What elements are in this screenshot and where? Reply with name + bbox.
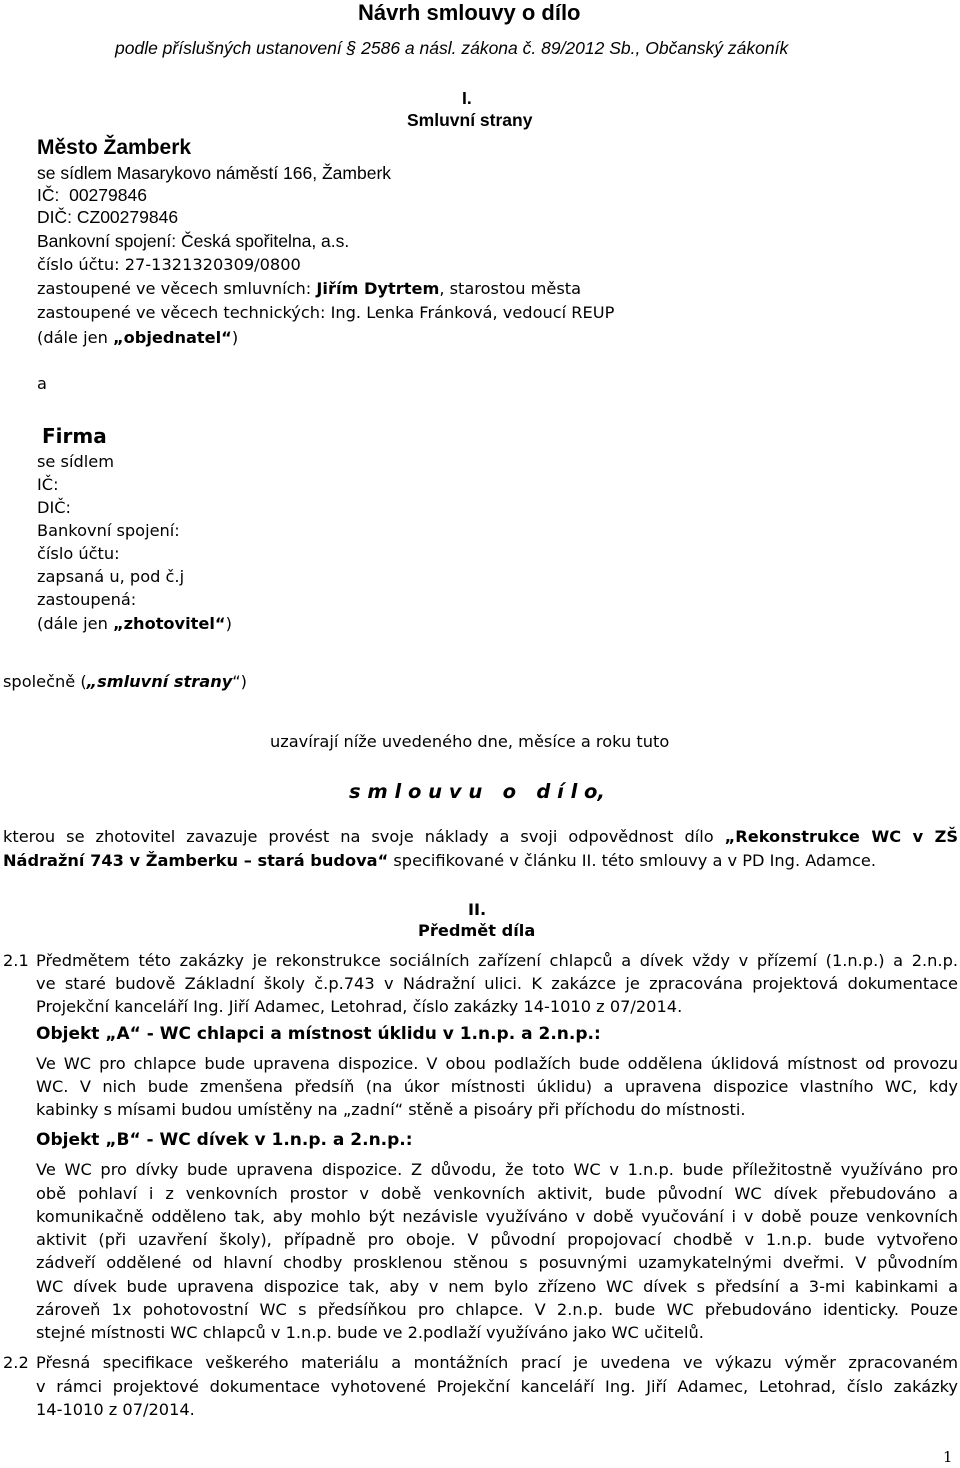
contract-heading: s m l o u v u o d í l o, <box>349 780 605 803</box>
object-b-line-1: Ve WC pro dívky bude upravena dispozice. Z důvodu, že toto WC v 1.n.p. bude příležitostně využíváno pro <box>36 1160 958 1179</box>
object-b-title: Objekt „B“ - WC dívek v 1.n.p. a 2.n.p.: <box>36 1130 413 1150</box>
orderer-ico: IČ: 00279846 <box>37 185 147 205</box>
contractor-role: (dále jen „zhotovitel“) <box>37 614 232 633</box>
orderer-dic: DIČ: CZ00279846 <box>37 207 179 227</box>
document-subtitle: podle příslušných ustanovení § 2586 a násl. zákona č. 89/2012 Sb., Občanský zákoník <box>115 38 789 58</box>
contractor-account: číslo účtu: <box>37 544 120 563</box>
object-a-title: Objekt „A“ - WC chlapci a místnost úklidu v 1.n.p. a 2.n.p.: <box>36 1024 601 1044</box>
orderer-bank: Bankovní spojení: Česká spořitelna, a.s. <box>37 231 350 251</box>
conclude-line: uzavírají níže uvedeného dne, měsíce a roku tuto <box>270 732 670 751</box>
clause-2-1-number: 2.1 <box>3 951 29 970</box>
contractor-name: Firma <box>42 424 107 448</box>
clause-2-2-line-3: 14-1010 z 07/2014. <box>36 1400 195 1419</box>
clause-2-1-line-1: Předmětem této zakázky je rekonstrukce sociálních zařízení chlapců a dívek vždy v přízemí (1.n.p.) a 2.n.p. <box>36 951 958 970</box>
object-b-line-8: stejné místnosti WC chlapců v 1.n.p. bude ve 2.podlaží využíváno jako WC učitelů. <box>36 1323 704 1342</box>
purpose-line-1: kterou se zhotovitel zavazuje provést na svoje náklady a svoji odpovědnost dílo „Rekonstrukce WC v ZŠ <box>3 827 959 846</box>
parties-together: společně („smluvní strany“) <box>3 672 247 691</box>
object-b-line-5: zádveří oddělené od hlavní chodby prosklenou stěnou s posuvnými uzamykatelnými dveřmi. V původním <box>36 1253 958 1272</box>
page-number: 1 <box>943 1448 953 1466</box>
clause-2-1-line-2: ve staré budově Základní školy č.p.743 v Nádražní ulici. K zakázce je zpracována projektová dokumentace <box>36 974 958 993</box>
object-b-line-2: obě pohlaví i z venkovních prostor v době venkovních aktivit, bude původní WC dívek přebudováno a <box>36 1184 958 1203</box>
object-b-line-4: aktivit (při uzavření školy), případně pro oboje. V původní propojovací chodbě v 1.n.p. bude vytvořeno <box>36 1230 958 1249</box>
contractor-ico: IČ: <box>37 475 59 494</box>
orderer-name: Město Žamberk <box>37 136 192 159</box>
purpose-line-2: Nádražní 743 v Žamberku – stará budova“ specifikované v článku II. této smlouvy a v PD Ing. Adamce. <box>3 851 877 870</box>
clause-2-2-line-1: Přesná specifikace veškerého materiálu a montážních prací je uvedena ve výkazu výměr zpracovaném <box>36 1353 958 1372</box>
orderer-seat: se sídlem Masarykovo náměstí 166, Žamberk <box>37 163 392 183</box>
section-1-number: I. <box>462 88 472 108</box>
object-b-line-6: WC dívek bude upravena dispozice tak, aby v nem bylo zřízeno WC dívek s předsíní a 3-mi kabinkami a <box>36 1277 958 1296</box>
section-2-title: Předmět díla <box>418 921 536 940</box>
clause-2-2-line-2: v rámci projektové dokumentace vyhotovené Projekční kanceláří Ing. Jiří Adamec, Letohrad, číslo zakázky <box>36 1377 958 1396</box>
contractor-representative: zastoupená: <box>37 590 137 609</box>
object-a-line-3: kabinky s mísami budou umístěny na „zadní“ stěně a pisoáry při příchodu do místnosti. <box>36 1100 746 1119</box>
object-a-line-1: Ve WC pro chlapce bude upravena dispozice. V obou podlažích bude oddělena úklidová místnost od provozu <box>36 1054 958 1073</box>
contractor-seat: se sídlem <box>37 452 114 471</box>
clause-2-1-line-3: Projekční kanceláří Ing. Jiří Adamec, Letohrad, číslo zakázky 14-1010 z 07/2014. <box>36 997 683 1016</box>
orderer-representative-technical: zastoupené ve věcech technických: Ing. Lenka Fránková, vedoucí REUP <box>37 303 615 322</box>
conjunction: a <box>37 374 47 393</box>
orderer-representative-contracts: zastoupené ve věcech smluvních: Jiřím Dytrtem, starostou města <box>37 279 582 298</box>
contractor-dic: DIČ: <box>37 498 71 517</box>
section-2-number: II. <box>468 900 487 919</box>
section-1-title: Smluvní strany <box>407 110 533 130</box>
clause-2-2-number: 2.2 <box>3 1353 29 1372</box>
object-b-line-7: zároveň 1x pohotovostní WC s předsíňkou pro chlapce. V 2.n.p. bude WC přebudováno identicky. Pouze <box>36 1300 958 1319</box>
document-title: Návrh smlouvy o dílo <box>358 0 581 25</box>
orderer-role: (dále jen „objednatel“) <box>37 328 239 347</box>
object-a-line-2: WC. V nich bude zmenšena předsíň (na úkor místnosti úklidu) a upravena dispozice vlastního WC, kdy <box>36 1077 958 1096</box>
orderer-account: číslo účtu: 27-1321320309/0800 <box>37 255 301 274</box>
contractor-bank: Bankovní spojení: <box>37 521 180 540</box>
object-b-line-3: komunikačně odděleno tak, aby mohlo být nezávisle využíváno v době vyučování i v době pouze venkovních <box>36 1207 958 1226</box>
contractor-registry: zapsaná u, pod č.j <box>37 567 185 586</box>
